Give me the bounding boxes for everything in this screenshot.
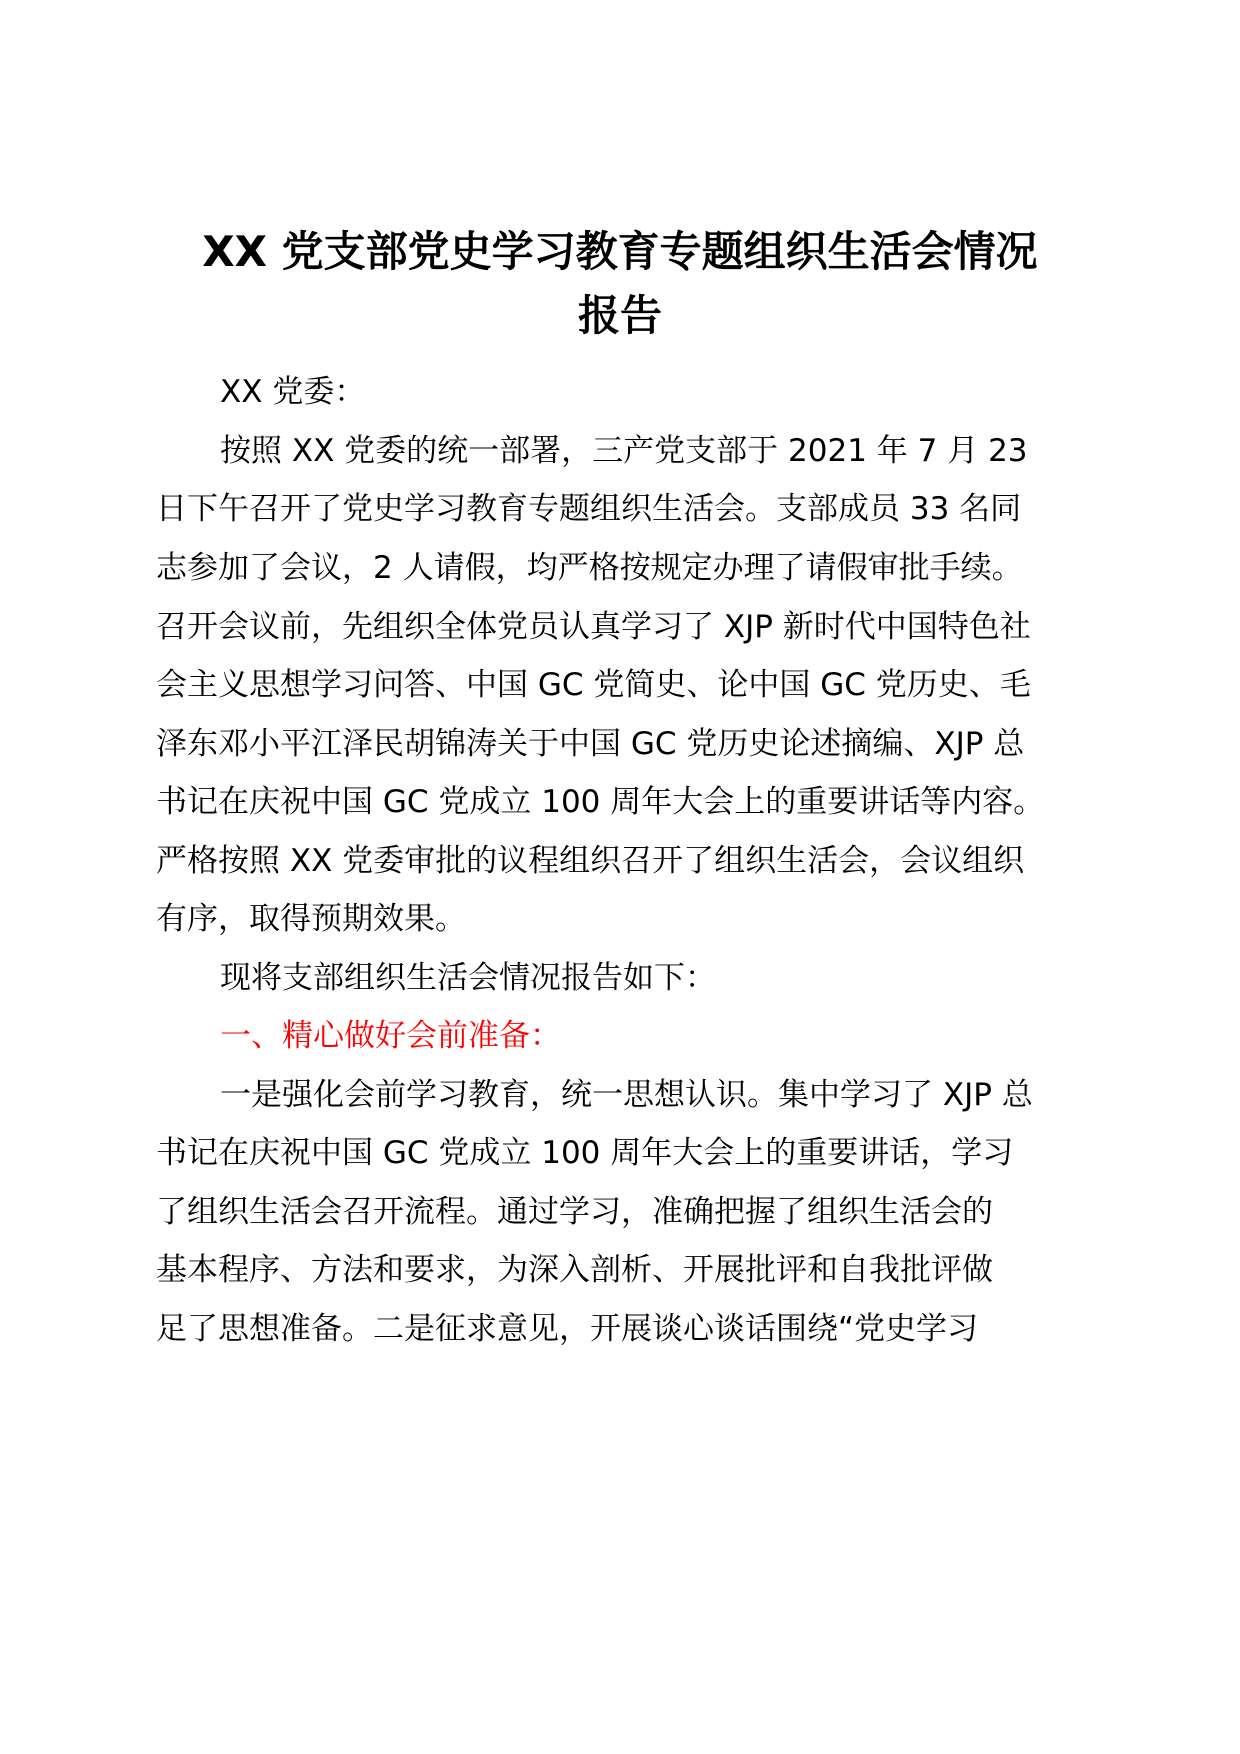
paragraph-3-line: 书记在庆祝中国 GC 党成立 100 周年大会上的重要讲话，学习 <box>156 1135 1014 1171</box>
paragraph-1-line: 召开会议前，先组织全体党员认真学习了 XJP 新时代中国特色社 <box>156 609 1031 645</box>
paragraph-3-line: 足了思想准备。二是征求意见，开展谈心谈话围绕“党史学习 <box>156 1311 979 1347</box>
paragraph-3-line: 一是强化会前学习教育，统一思想认识。集中学习了 XJP 总 <box>220 1077 1033 1113</box>
paragraph-1-line: 按照 XX 党委的统一部署，三产党支部于 2021 年 7 月 23 <box>220 433 1028 469</box>
paragraph-1-line: 志参加了会议，2 人请假，均严格按规定办理了请假审批手续。 <box>156 550 1023 586</box>
paragraph-1-line: 书记在庆祝中国 GC 党成立 100 周年大会上的重要讲话等内容。 <box>156 784 1045 820</box>
paragraph-1-line: 日下午召开了党史学习教育专题组织生活会。支部成员 33 名同 <box>156 491 1022 527</box>
document-title-line-2: 报告 <box>577 291 662 340</box>
paragraph-1-line: 严格按照 XX 党委审批的议程组织召开了组织生活会，会议组织 <box>156 843 1025 879</box>
paragraph-3-line: 基本程序、方法和要求，为深入剖析、开展批评和自我批评做 <box>156 1252 993 1288</box>
paragraph-2: 现将支部组织生活会情况报告如下： <box>220 960 716 996</box>
salutation: XX 党委： <box>220 374 366 410</box>
paragraph-1-line: 会主义思想学习问答、中国 GC 党简史、论中国 GC 党历史、毛 <box>156 667 1031 703</box>
paragraph-1-line: 有序，取得预期效果。 <box>156 901 466 937</box>
document-title-line-1: XX 党支部党史学习教育专题组织生活会情况 <box>202 227 1038 276</box>
paragraph-3-line: 了组织生活会召开流程。通过学习，准确把握了组织生活会的 <box>156 1194 993 1230</box>
paragraph-1-line: 泽东邓小平江泽民胡锦涛关于中国 GC 党历史论述摘编、XJP 总 <box>156 726 1025 762</box>
section-1-heading: 一、精心做好会前准备： <box>220 1018 561 1054</box>
